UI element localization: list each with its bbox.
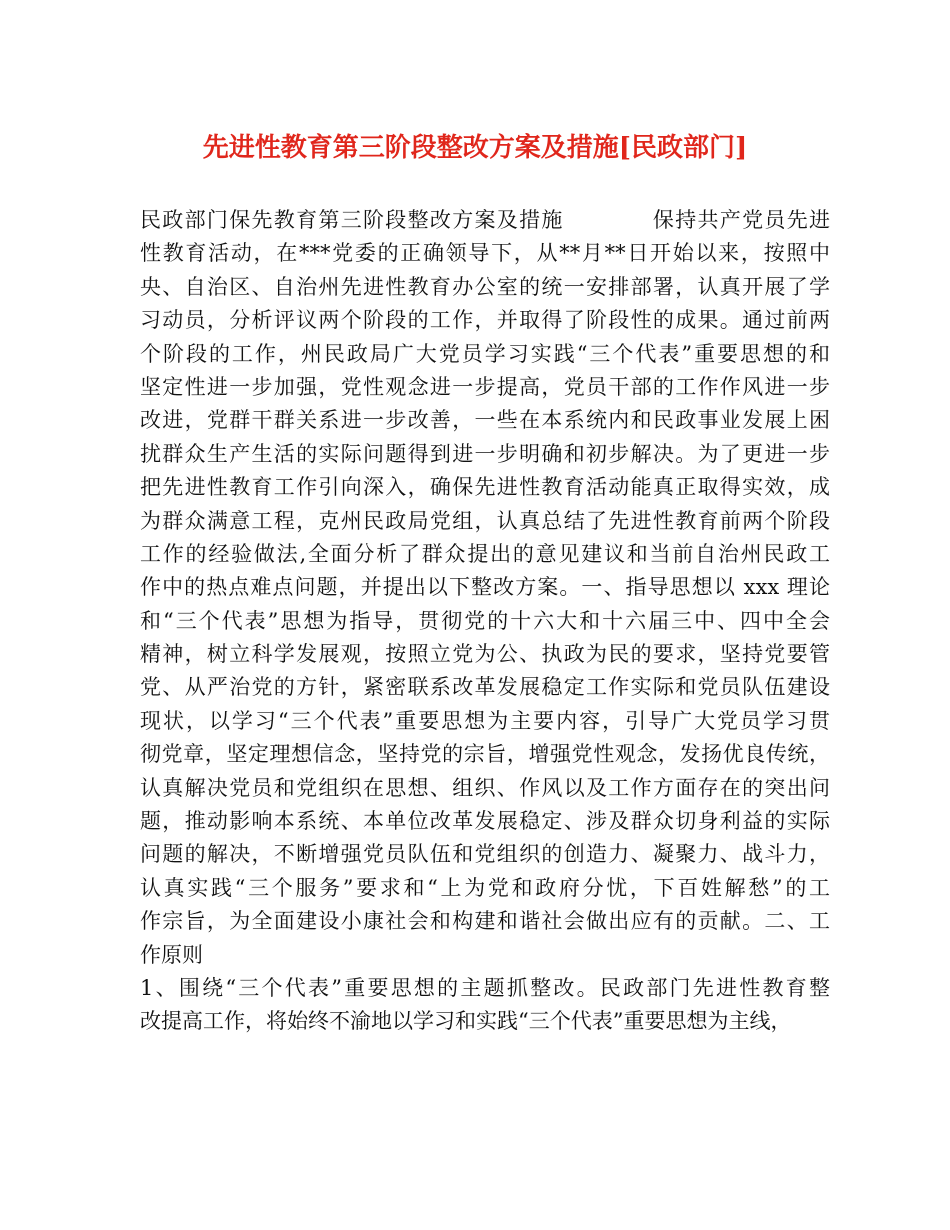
body-line: 改进，党群干群关系进一步改善，一些在本系统内和民政事业发展上困 (140, 408, 830, 433)
body-line: 作原则 (140, 942, 203, 967)
body-line: 坚定性进一步加强，党性观念进一步提高，党员干部的工作作风进一步 (140, 374, 830, 399)
body-line: 改提高工作，将始终不渝地以学习和实践“三个代表”重要思想为主线， (140, 1009, 792, 1034)
body-line: 作宗旨，为全面建设小康社会和构建和谐社会做出应有的贡献。二、工 (140, 909, 830, 934)
body-line: 1、围绕“三个代表”重要思想的主题抓整改。民政部门先进性教育整 (140, 975, 830, 1000)
body-line: 工作的经验做法,全面分析了群众提出的意见建议和当前自治州民政工 (140, 541, 830, 566)
body-line: 和“三个代表”思想为指导，贯彻党的十六大和十六届三中、四中全会 (140, 608, 830, 633)
document-title: 先进性教育第三阶段整改方案及措施[民政部门] (202, 133, 748, 163)
body-line: 民政部门保先教育第三阶段整改方案及措施 保持共产党员先进 (140, 208, 830, 232)
body-line: 问题的解决，不断增强党员队伍和党组织的创造力、凝聚力、战斗力， (140, 842, 830, 867)
body-line: 为群众满意工程，克州民政局党组，认真总结了先进性教育前两个阶段 (140, 508, 830, 533)
body-line: 彻党章，坚定理想信念，坚持党的宗旨，增强党性观念，发扬优良传统， (140, 742, 830, 767)
body-line: 央、自治区、自治州先进性教育办公室的统一安排部署，认真开展了学 (140, 274, 830, 299)
body-line: 把先进性教育工作引向深入，确保先进性教育活动能真正取得实效，成 (140, 475, 830, 500)
body-line: 习动员，分析评议两个阶段的工作，并取得了阶段性的成果。通过前两 (140, 308, 830, 333)
body-line: 现状，以学习“三个代表”重要思想为主要内容，引导广大党员学习贯 (140, 708, 830, 733)
document-body (140, 204, 830, 1039)
body-line: 党、从严治党的方针，紧密联系改革发展稳定工作实际和党员队伍建设 (140, 675, 830, 700)
body-line: 精神，树立科学发展观，按照立党为公、执政为民的要求，坚持党要管 (140, 642, 830, 667)
body-line: 认真解决党员和党组织在思想、组织、作风以及工作方面存在的突出问 (140, 775, 830, 800)
body-line: 性教育活动，在***党委的正确领导下，从**月**日开始以来，按照中 (140, 241, 830, 266)
body-line: 题，推动影响本系统、本单位改革发展稳定、涉及群众切身利益的实际 (140, 809, 830, 834)
body-line: 作中的热点难点问题，并提出以下整改方案。一、指导思想以 xxx 理论 (140, 575, 830, 600)
body-line: 个阶段的工作，州民政局广大党员学习实践“三个代表”重要思想的和 (140, 341, 830, 366)
body-line: 扰群众生产生活的实际问题得到进一步明确和初步解决。为了更进一步 (140, 441, 830, 466)
body-line: 认真实践“三个服务”要求和“上为党和政府分忧，下百姓解愁”的工 (140, 875, 830, 900)
